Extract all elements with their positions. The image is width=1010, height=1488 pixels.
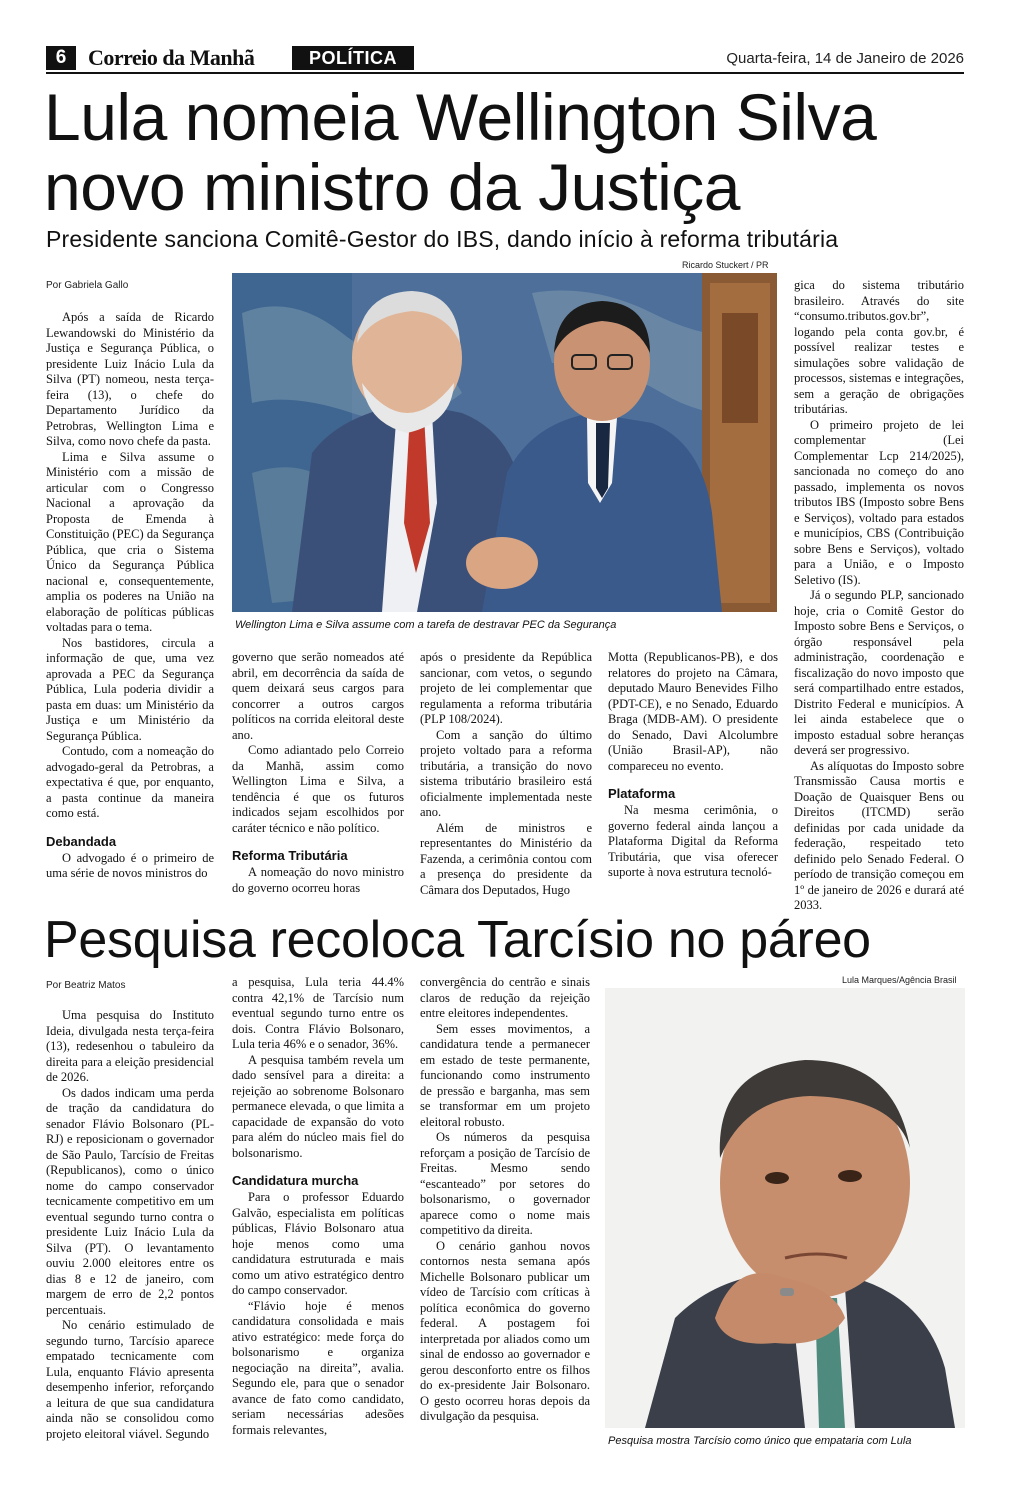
paragraph: Para o professor Eduardo Galvão, especialista em políticas públicas, Flávio Bolsonaro atua hoje menos como uma candidatura estruturada e mais como um ativo estratégico dentro do campo conservador. <box>232 1190 404 1297</box>
photo-lula-wellington-handshake <box>232 273 777 612</box>
paragraph: Motta (Republicanos-PB), e dos relatores do projeto na Câmara, deputado Mauro Benevides Filho (PDT-CE), e no Senado, Eduardo Braga (MDB-AM). O presidente do Senado, Davi Alcolumbre (União Brasil-AP), não compareceu no evento. <box>608 650 778 773</box>
paragraph: Os dados indicam uma perda de tração da candidatura do senador Flávio Bolsonaro (PL-RJ) e reposicionam o governador de São Paulo, Tarcísio de Freitas (Republicanos), como o único nome do campo conservador tecnicamente competitivo em um eventual segundo turno contra o presidente Luiz Inácio Lula da Silva (PT). O levantamento ouviu 2.000 eleitores entre os dias 8 e 12 de janeiro, com margem de erro de 2,2 pontos percentuais. <box>46 1085 214 1317</box>
paragraph: Após a saída de Ricardo Lewandowski do Ministério da Justiça e Segurança Pública, o presidente Luiz Inácio Lula da Silva (PT) nomeou, nesta terça-feira (13), o chefe do Departamento Jurídico da Petrobras, Wellington Lima e Silva, como novo chefe da pasta. <box>46 310 214 448</box>
subheading-debandada: Debandada <box>46 833 117 849</box>
paragraph: Contudo, com a nomeação do advogado-geral da Petrobras, a expectativa é que, por enquanto, a pasta continue da maneira como está. <box>46 744 214 820</box>
article1-byline: Por Gabriela Gallo <box>46 280 129 291</box>
article1-column-2 <box>232 650 404 896</box>
article1-headline: Lula nomeia Wellington Silva novo ministro da Justiça <box>44 80 877 224</box>
paragraph: convergência do centrão e sinais claros de redução da rejeição entre eleitores independentes. <box>420 975 590 1020</box>
article1-column-4 <box>608 650 778 881</box>
paragraph: governo que serão nomeados até abril, em decorrência da saída de quem deixará seus cargos para concorrer a outros cargos políticos na corrida eleitoral deste ano. <box>232 650 404 742</box>
paragraph: Sem esses movimentos, a candidatura tende a permanecer em estado de teste permanente, funcionando como instrumento de pressão e barganha, mas sem se transformar em um projeto eleitoral robusto. <box>420 1021 590 1129</box>
article1-subhead: Presidente sanciona Comitê-Gestor do IBS, dando início à reforma tributária <box>46 226 839 252</box>
paragraph: A nomeação do novo ministro do governo ocorreu horas <box>232 865 404 895</box>
paragraph: O advogado é o primeiro de uma série de novos ministros do <box>46 850 214 880</box>
article2-photo-credit: Lula Marques/Agência Brasil <box>842 975 957 985</box>
article2-headline: Pesquisa recoloca Tarcísio no páreo <box>44 911 871 969</box>
subheading-plataforma: Plataforma <box>608 786 676 801</box>
section-tag: POLÍTICA <box>292 46 414 70</box>
paragraph: No cenário estimulado de segundo turno, Tarcísio aparece empatado tecnicamente com Lula, enquanto Flávio apresenta desempenho inferior, reforçando a leitura de que sua candidatura ainda não se consolidou como projeto eleitoral viável. Segundo <box>46 1318 214 1441</box>
article1-column-1 <box>46 310 214 882</box>
article1-column-3 <box>420 650 592 898</box>
subheading-candidatura-murcha: Candidatura murcha <box>232 1173 359 1188</box>
article2-column-2 <box>232 975 404 1438</box>
paragraph: Já o segundo PLP, sancionado hoje, cria o Comitê Gestor do Imposto sobre Bens e Serviços, o órgão responsável pela administração, coordenação e fiscalização do novo imposto que será compartilhado entre estados, Distrito Federal e municípios. A lei ainda estabelece que o imposto estadual sobre heranças deverá ser progressivo. <box>794 588 964 757</box>
photo-tarcisio-portrait <box>605 988 965 1428</box>
paragraph: “Flávio hoje é menos candidatura consolidada e mais ativo estratégico: mede força do bolsonarismo e organiza negociação na direita”, avalia. Segundo ele, para que o senador avance de fato como candidato, seriam necessárias adesões formais relevantes, <box>232 1298 404 1437</box>
paragraph: Lima e Silva assume o Ministério com a missão de articular com o Congresso Nacional a aprovação da Proposta de Emenda à Constituição (PEC) da Segurança Pública, que cria o Sistema Único da Segurança Pública nacional e, consequentemente, amplia os poderes na União na elaboração de políticas públicas voltadas para o tema. <box>46 449 214 634</box>
paragraph: a pesquisa, Lula teria 44.4% contra 42,1% de Tarcísio num eventual segundo turno entre os dois. Contra Flávio Bolsonaro, Lula teria 46% e o senador, 36%. <box>232 975 404 1051</box>
paragraph: Com a sanção do último projeto voltado para a reforma tributária, a transição do novo sistema tributário brasileiro está oficialmente implementada neste ano. <box>420 727 592 819</box>
article2-photo-caption: Pesquisa mostra Tarcísio como único que empataria com Lula <box>608 1435 912 1447</box>
paragraph: Como adiantado pelo Correio da Manhã, assim como Wellington Lima e Silva, a tendência é que os futuros indicados sejam escolhidos por caráter técnico e não político. <box>232 743 404 835</box>
paragraph: Além de ministros e representantes do Ministério da Fazenda, a cerimônia contou com a presença do presidente da Câmara dos Deputados, Hugo <box>420 820 592 897</box>
paragraph: Na mesma cerimônia, o governo federal ainda lançou a Plataforma Digital da Reforma Tributária, que visa oferecer suporte à nova estrutura tecnoló- <box>608 803 778 879</box>
article2-byline: Por Beatriz Matos <box>46 980 126 991</box>
paragraph: gica do sistema tributário brasileiro. Através do site “consumo.tributos.gov.br”, logando pela conta gov.br, é possível realizar testes e simulações sobre validação de processos, sistemas e integrações, sem a geração de obrigações tributárias. <box>794 278 964 416</box>
article1-column-5 <box>794 278 964 914</box>
paragraph: O cenário ganhou novos contornos nesta semana após Michelle Bolsonaro publicar um vídeo de Tarcísio com críticas à política econômica do governo federal. A postagem foi interpretada por aliados como um sinal de endosso ao governador e gerou desconforto entre os filhos do ex-presidente Jair Bolsonaro. O gesto ocorreu horas depois da divulgação da pesquisa. <box>420 1238 590 1423</box>
header-rule <box>46 72 964 74</box>
masthead: Correio da Manhã <box>88 45 255 70</box>
paragraph: Uma pesquisa do Instituto Ideia, divulgada nesta terça-feira (13), redesenhou o tabuleiro da direita para a eleição presidencial de 2026. <box>46 1008 214 1084</box>
page-number: 6 <box>46 46 76 70</box>
paragraph: O primeiro projeto de lei complementar (Lei Complementar Lcp 214/2025), sancionada no começo do ano passado, implementa os novos tributos IBS (Imposto sobre Bens e Serviços), voltado para estados e municípios, CBS (Contribuição sobre Bens e Serviços), voltado para a União, e o Imposto Seletivo (IS). <box>794 417 964 587</box>
paragraph: A pesquisa também revela um dado sensível para a direita: a rejeição ao sobrenome Bolsonaro permanece elevada, o que limita a capacidade de expansão do voto para além do núcleo mais fiel do bolsonarismo. <box>232 1052 404 1160</box>
paragraph: Os números da pesquisa reforçam a posição de Tarcísio de Freitas. Mesmo sendo “escanteado” por setores do bolsonarismo, o governador aparece como o nome mais competitivo da direita. <box>420 1130 590 1237</box>
article1-photo-caption: Wellington Lima e Silva assume com a tarefa de destravar PEC da Segurança <box>235 619 617 631</box>
paragraph: As alíquotas do Imposto sobre Transmissão Causa mortis e Doação de Quaisquer Bens ou Direitos (ITCMD) serão definidas por cada unidade da federação, respeitado teto definido pelo Senado Federal. O período de transição começou em 1º de janeiro de 2026 e durará até 2033. <box>794 758 964 912</box>
article2-column-1 <box>46 1008 214 1442</box>
paragraph: Nos bastidores, circula a informação de que, uma vez aprovada a PEC da Segurança Pública, Lula poderia dividir a pasta em duas: um Ministério da Justiça e um Ministério da Segurança Pública. <box>46 635 214 743</box>
article2-column-3 <box>420 975 590 1425</box>
subheading-reforma-tributaria: Reforma Tributária <box>232 848 348 863</box>
dateline: Quarta-feira, 14 de Janeiro de 2026 <box>726 50 964 67</box>
article1-photo-credit: Ricardo Stuckert / PR <box>682 260 769 270</box>
paragraph: após o presidente da República sancionar, com vetos, o segundo projeto de lei complementar que regulamenta a reforma tributária (PLP 108/2024). <box>420 650 592 726</box>
